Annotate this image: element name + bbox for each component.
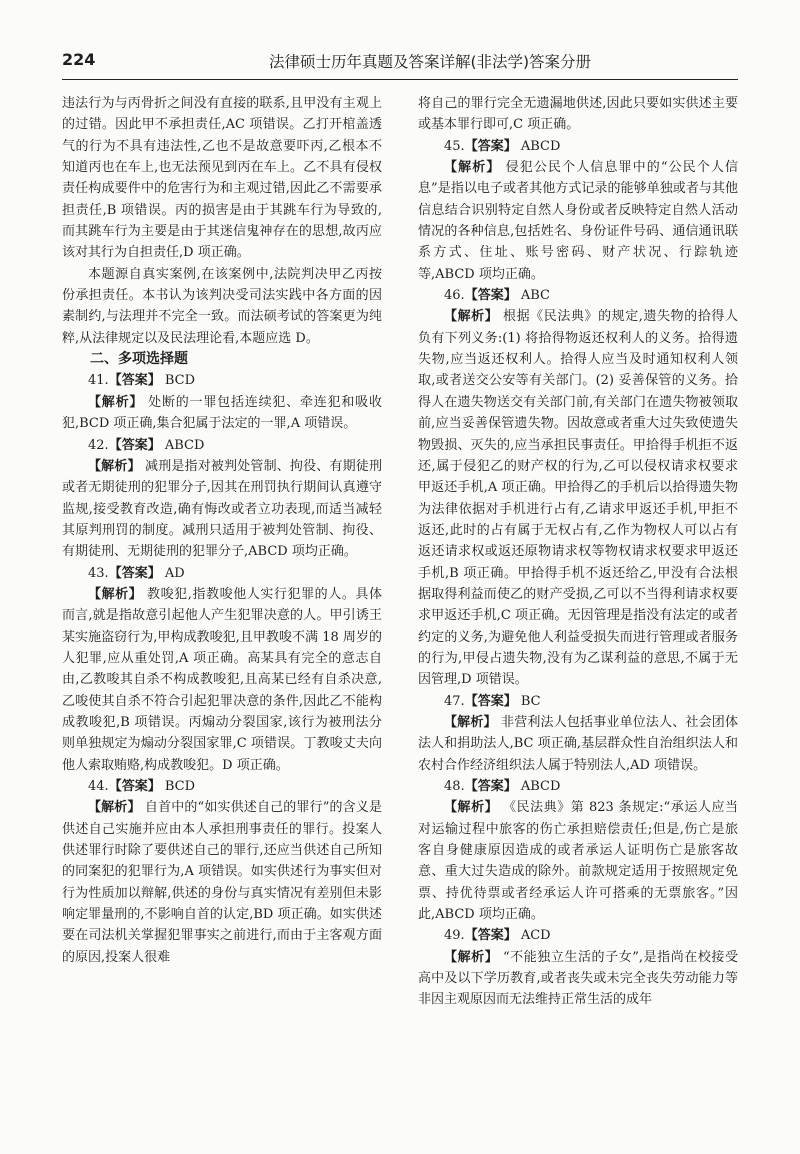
answer-48	[418, 776, 738, 797]
header-rule	[62, 79, 738, 80]
analysis-text: 教唆犯,指教唆他人实行犯罪的人。具体而言,就是指故意引起他人产生犯罪决意的人。甲引诱王某实施盗窃行为,甲构成教唆犯,且甲教唆不满 18 周岁的人犯罪,应从重处罚,A 项正确。高某具有完全的意志自由,乙教唆其自杀不构成教唆犯,且高某已经有自杀决意,乙唆使其自杀不符合引起犯罪决意的条件,因此乙不能构成教唆犯,B 项错误。丙煽动分裂国家,该行为被刑法分则单独规定为煽动分裂国家罪,C 项错误。丁教唆丈夫向他人索取贿赂,构成教唆犯。D 项正确。	[62, 586, 382, 773]
answer-value: ABCD	[520, 779, 561, 794]
answer-value: BC	[520, 693, 541, 709]
question-number: 43.	[88, 565, 109, 581]
answer-tag: 【答案】	[464, 928, 517, 944]
analysis-tag: 【解析】	[444, 949, 499, 965]
paragraph: 违法行为与丙骨折之间没有直接的联系,且甲没有主观上的过错。因此甲不承担责任,AC 项错误。乙打开棺盖透气的行为不具有违法性,乙也不是故意要吓丙,乙根本不知道丙也在车上,也无法预见到丙在车上。乙不具有侵权责任构成要件中的危害行为和主观过错,因此乙不需要承担责任,B 项错误。丙的损害是由于其跳车行为导致的,而其跳车行为主要是由于其迷信鬼神存在的思想,故丙应该对其行为自担责任,D 项正确。	[62, 96, 382, 261]
analysis-44	[62, 797, 382, 968]
analysis-49	[418, 947, 738, 1011]
analysis-42	[62, 456, 382, 563]
paragraph: 本题源自真实案例,在该案例中,法院判决甲乙丙按份承担责任。本书认为该判决受司法实践中各方面的因素制约,与法理并不完全一致。而法硕考试的答案更为纯粹,从法律规定以及民法理论看,本题应选 D。	[62, 266, 382, 346]
answer-tag: 【答案】	[464, 138, 517, 154]
answer-42	[62, 435, 382, 456]
analysis-tag: 【解析】	[444, 714, 497, 730]
question-number: 46.	[444, 288, 465, 304]
answer-tag: 【答案】	[464, 288, 517, 304]
answer-tag: 【答案】	[108, 437, 161, 453]
answer-43	[62, 563, 382, 584]
analysis-text: 非营利法人包括事业单位法人、社会团体法人和捐助法人,BC 项正确,基层群众性自治组织法人和农村合作经济组织法人属于特别法人,AD 项错误。	[418, 714, 738, 773]
analysis-tag: 【解析】	[88, 458, 141, 474]
analysis-tag: 【解析】	[444, 800, 499, 816]
running-title: 法律硕士历年真题及答案详解(非法学)答案分册	[268, 53, 592, 71]
analysis-tag: 【解析】	[88, 586, 143, 602]
analysis-text: 减刑是指对被判处管制、拘役、有期徒刑或者无期徒刑的犯罪分子,因其在刑罚执行期间认真遵守监规,接受教育改造,确有悔改或者立功表现,而适当减轻其原判刑罚的制度。减刑只适用于被判处管制、拘役、有期徒刑、无期徒刑的犯罪分子,ABCD 项均正确。	[62, 458, 382, 560]
analysis-text: 处断的一罪包括连续犯、牵连犯和吸收犯,BCD 项正确,集合犯属于法定的一罪,A 项错误。	[62, 394, 382, 432]
answer-value: BCD	[164, 373, 196, 389]
answer-value: ABCD	[520, 138, 561, 154]
question-number: 44.	[88, 779, 109, 794]
paragraph: 将自己的罪行完全无遗漏地供述,因此只要如实供述主要或基本罪行即可,C 项正确。	[418, 96, 738, 133]
analysis-45	[418, 157, 738, 285]
analysis-text: 自首中的“如实供述自己的罪行”的含义是供述自己实施并应由本人承担刑事责任的罪行。投案人供述罪行时除了要供述自己的罪行,还应当供述自己所知的同案犯的犯罪行为,A 项错误。如实供述行为事实但对行为性质加以辩解,供述的身份与真实情况有差别但未影响定罪量刑的,不影响自首的认定,BD 项正确。如实供述要在司法机关掌握犯罪事实之前进行,而由于主客观方面的原因,投案人很难	[62, 800, 382, 965]
answer-47	[418, 691, 738, 712]
page-header	[62, 48, 738, 78]
question-number: 41.	[88, 373, 109, 389]
question-number: 42.	[88, 437, 109, 453]
answer-49	[418, 925, 738, 946]
left-column	[62, 93, 382, 968]
analysis-47	[418, 712, 738, 776]
analysis-text: 根据《民法典》的规定,遗失物的拾得人负有下列义务:(1) 将拾得物返还权利人的义务。拾得遗失物,应当返还权利人。拾得人应当及时通知权利人领取,或者送交公安等有关部门。(2) 妥善保管的义务。拾得人在遗失物送交有关部门前,有关部门在遗失物被领取前,应当妥善保管遗失物。因故意或者重大过失致使遗失物毁损、灭失的,应当承担民事责任。甲拾得手机拒不返还,属于侵犯乙的财产权的行为,乙可以侵权请求权要求甲返还手机,A 项正确。甲拾得乙的手机后以拾得遗失物为法律依据对手机进行占有,乙请求甲返还手机,甲拒不返还,此时的占有属于无权占有,乙作为物权人可以占有返还请求权或返还原物请求权等物权请求权要求甲返还手机,B 项正确。甲拾得手机不返还给乙,甲没有合法根据取得利益而使乙的财产受损,乙可以不当得利请求权要求甲返还手机,C 项正确。无因管理是指没有法定的或者约定的义务,为避免他人利益受损失而进行管理或者服务的行为,甲侵占遗失物,没有为乙谋利益的意思,不属于无因管理,D 项错误。	[418, 309, 738, 688]
analysis-46	[418, 306, 738, 690]
question-number: 47.	[444, 693, 465, 709]
analysis-tag: 【解析】	[444, 160, 501, 176]
analysis-text: 《民法典》第 823 条规定:“承运人应当对运输过程中旅客的伤亡承担赔偿责任;但是,伤亡是旅客自身健康原因造成的或者承运人证明伤亡是旅客故意、重大过失造成的除外。前款规定适用于按照规定免票、持优待票或者经承运人许可搭乘的无票旅客。”因此,ABCD 项均正确。	[418, 800, 738, 923]
analysis-text: 侵犯公民个人信息罪中的“公民个人信息”是指以电子或者其他方式记录的能够单独或者与其他信息结合识别特定自然人身份或者反映特定自然人活动情况的各种信息,包括姓名、身份证件号码、通信通讯联系方式、住址、账号密码、财产状况、行踪轨迹等,ABCD 项均正确。	[418, 160, 738, 282]
answer-46	[418, 285, 738, 306]
answer-value: ABCD	[164, 437, 205, 453]
answer-44	[62, 776, 382, 797]
answer-tag: 【答案】	[108, 565, 161, 581]
answer-tag: 【答案】	[108, 779, 161, 794]
answer-41	[62, 370, 382, 391]
answer-value: ACD	[520, 928, 551, 944]
page-number: 224	[62, 50, 96, 69]
analysis-tag: 【解析】	[88, 800, 141, 816]
answer-tag: 【答案】	[108, 373, 161, 389]
analysis-43	[62, 584, 382, 776]
answer-tag: 【答案】	[464, 693, 517, 709]
right-column	[418, 93, 738, 1011]
answer-value: AD	[164, 565, 185, 581]
question-number: 49.	[444, 928, 465, 944]
section-heading: 二、多项选择题	[90, 351, 188, 368]
analysis-48	[418, 797, 738, 925]
question-number: 45.	[444, 138, 465, 154]
analysis-tag: 【解析】	[444, 309, 499, 325]
answer-value: ABC	[520, 288, 550, 304]
analysis-text: “不能独立生活的子女”,是指尚在校接受高中及以下学历教育,或者丧失或未完全丧失劳动能力等非因主观原因而无法维持正常生活的成年	[418, 949, 738, 1008]
question-number: 48.	[444, 779, 465, 794]
answer-45	[418, 136, 738, 157]
answer-value: BCD	[164, 779, 196, 794]
analysis-tag: 【解析】	[88, 394, 144, 410]
analysis-41	[62, 392, 382, 435]
answer-tag: 【答案】	[464, 779, 517, 794]
